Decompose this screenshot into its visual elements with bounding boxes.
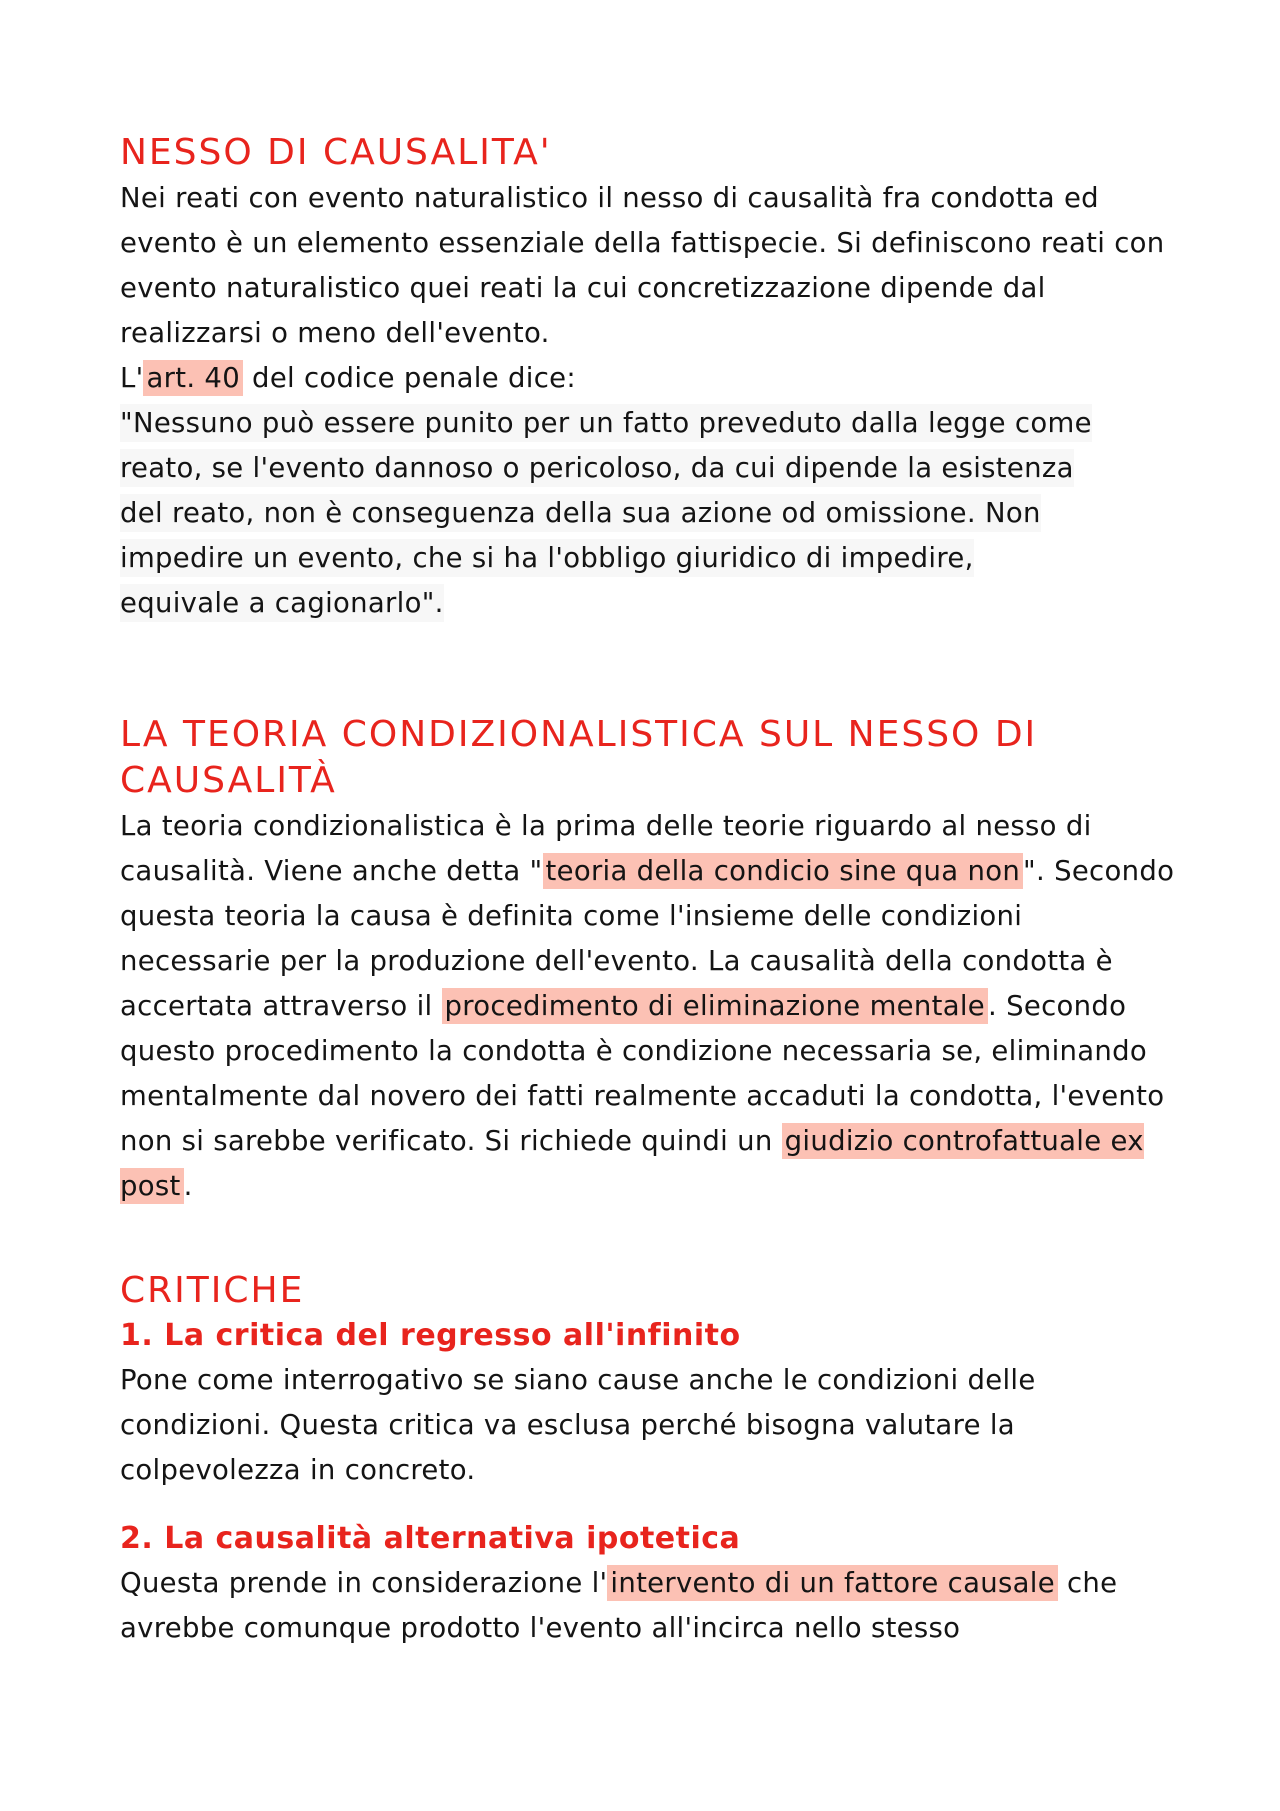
text-span: ". Secondo questa teoria la causa è definita come l'insieme delle condizioni necessarie per la produzione dell'evento. La causalità della condotta è accertata attraverso il <box>120 855 1175 1022</box>
text-span: che avrebbe comunque prodotto l'evento all'incirca nello stesso <box>120 1567 1118 1644</box>
text-span: L' <box>120 362 144 394</box>
critique-title: 2. La causalità alternativa ipotetica <box>120 1521 741 1556</box>
critique-title: 1. La critica del regresso all'infinito <box>120 1318 741 1353</box>
section-title: NESSO DI CAUSALITA' <box>120 132 552 173</box>
section-title: LA TEORIA CONDIZIONALISTICA SUL NESSO DI CAUSALITÀ <box>120 714 1038 801</box>
text-span: . <box>183 1170 193 1202</box>
section-nesso <box>120 130 1180 626</box>
highlight: intervento di un fattore causale <box>607 1565 1058 1601</box>
paragraph <box>120 1561 1180 1651</box>
paragraph <box>120 356 1180 401</box>
text-span: La teoria condizionalistica è la prima delle teorie riguardo al nesso di causalità. Viene anche detta " <box>120 810 1092 887</box>
text-span: Questa prende in considerazione l' <box>120 1567 608 1599</box>
section-critiche <box>120 1268 1180 1651</box>
highlight: procedimento di eliminazione mentale <box>442 988 988 1024</box>
text-span: del codice penale dice: <box>243 362 576 394</box>
text-span: . Secondo questo procedimento la condotta è condizione necessaria se, eliminando mentalmente dal novero dei fatti realmente accaduti la condotta, l'evento non si sarebbe verificato. Si richiede quindi un <box>120 990 1165 1157</box>
section-teoria <box>120 712 1180 1209</box>
quote-paragraph <box>120 401 1100 626</box>
section-title: CRITICHE <box>120 1270 305 1311</box>
highlight: art. 40 <box>143 360 243 396</box>
paragraph <box>120 804 1180 1209</box>
highlight: giudizio controfattuale ex post <box>120 1125 1144 1202</box>
paragraph: Nei reati con evento naturalistico il nesso di causalità fra condotta ed evento è un elemento essenziale della fattispecie. Si definiscono reati con evento naturalistico quei reati la cui concretizzazione dipende dal realizzarsi o meno dell'evento. <box>120 182 1165 349</box>
highlight: teoria della condicio sine qua non <box>543 853 1024 889</box>
quote-block: "Nessuno può essere punito per un fatto preveduto dalla legge come reato, se l'evento dannoso o pericoloso, da cui dipende la esistenza del reato, non è conseguenza della sua azione od omissione. Non impedire un evento, che si ha l'obbligo giuridico di impedire, equivale a cagionarlo". <box>120 404 1092 622</box>
paragraph: Pone come interrogativo se siano cause anche le condizioni delle condizioni. Questa critica va esclusa perché bisogna valutare la colpevolezza in concreto. <box>120 1364 1036 1486</box>
